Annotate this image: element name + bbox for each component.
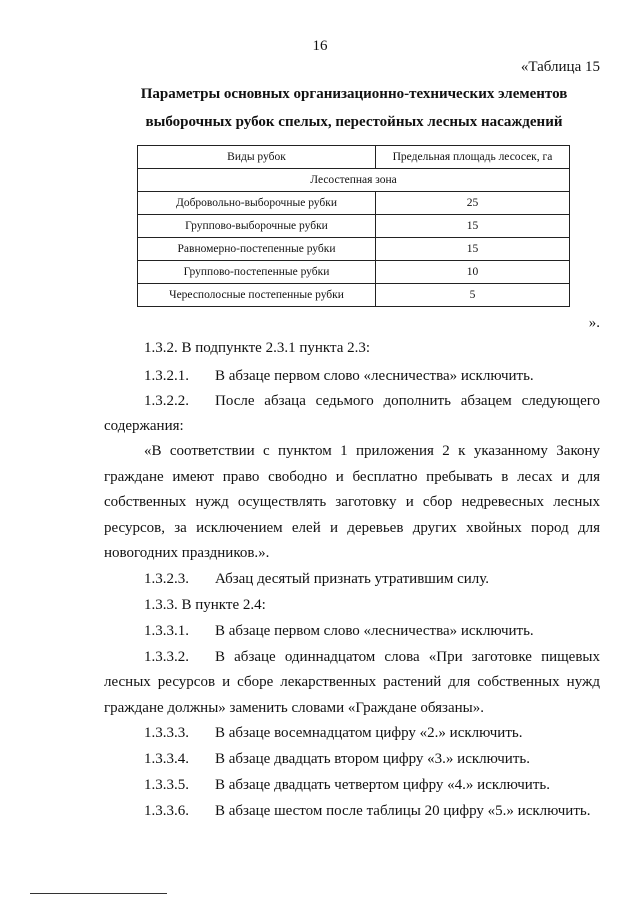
table-caption: «Таблица 15 bbox=[520, 59, 600, 75]
footnote-separator bbox=[30, 893, 167, 894]
page-number: 16 bbox=[312, 38, 328, 54]
item-text-1-3-3-2-cont-2: граждане должны» заменить словами «Граждане обязаны». bbox=[104, 700, 484, 716]
table-row bbox=[138, 238, 570, 261]
table-title-line-1: Параметры основных организационно-технических элементов bbox=[140, 86, 568, 102]
item-number-1-3-3-4: 1.3.3.4. bbox=[144, 751, 189, 767]
item-number-1-3-3-2: 1.3.3.2. bbox=[144, 649, 189, 665]
area-cell: 15 bbox=[376, 215, 570, 238]
item-text-1-3-3-6: В абзаце шестом после таблицы 20 цифру «5.» исключить. bbox=[215, 803, 591, 819]
item-number-1-3-3-6: 1.3.3.6. bbox=[144, 803, 189, 819]
item-number-1-3-2-1: 1.3.2.1. bbox=[144, 368, 189, 384]
item-text-1-3-3-2: В абзаце одиннадцатом слова «При заготовке пищевых bbox=[215, 649, 600, 665]
table-row bbox=[138, 284, 570, 307]
item-1-3-3: 1.3.3. В пункте 2.4: bbox=[144, 597, 266, 613]
table-row bbox=[138, 261, 570, 284]
item-text-1-3-3-2-cont-1: лесных ресурсов и сборе лекарственных растений для собственных нужд bbox=[104, 674, 600, 690]
item-number-1-3-3-3: 1.3.3.3. bbox=[144, 725, 189, 741]
item-text-1-3-2-2: После абзаца седьмого дополнить абзацем следующего bbox=[215, 393, 600, 409]
parameters-table bbox=[137, 145, 570, 307]
cutting-type-cell: Группово-выборочные рубки bbox=[138, 215, 376, 238]
area-cell: 5 bbox=[376, 284, 570, 307]
quote-line-5: новогодних праздников.». bbox=[104, 545, 270, 561]
header-cell-max-area: Предельная площадь лесосек, га bbox=[376, 146, 570, 169]
zone-cell: Лесостепная зона bbox=[138, 169, 570, 192]
quote-line-4: ресурсов, за исключением елей и деревьев других хвойных пород для bbox=[104, 520, 600, 536]
table-zone-row bbox=[138, 169, 570, 192]
cutting-type-cell: Группово-постепенные рубки bbox=[138, 261, 376, 284]
header-cell-cutting-type: Виды рубок bbox=[138, 146, 376, 169]
area-cell: 15 bbox=[376, 238, 570, 261]
closing-quote: ». bbox=[588, 315, 600, 331]
item-number-1-3-2-3: 1.3.2.3. bbox=[144, 571, 189, 587]
cutting-type-cell: Чересполосные постепенные рубки bbox=[138, 284, 376, 307]
area-cell: 25 bbox=[376, 192, 570, 215]
item-text-1-3-2-3: Абзац десятый признать утратившим силу. bbox=[215, 571, 490, 587]
item-text-1-3-3-4: В абзаце двадцать втором цифру «3.» исключить. bbox=[215, 751, 530, 767]
item-number-1-3-3-5: 1.3.3.5. bbox=[144, 777, 189, 793]
table-row bbox=[138, 192, 570, 215]
table-title-line-2: выборочных рубок спелых, перестойных лесных насаждений bbox=[145, 114, 563, 130]
item-text-1-3-2-2-cont: содержания: bbox=[104, 418, 184, 434]
quote-line-1: «В соответствии с пунктом 1 приложения 2 к указанному Закону bbox=[144, 443, 600, 459]
item-text-1-3-3-1: В абзаце первом слово «лесничества» исключить. bbox=[215, 623, 534, 639]
item-1-3-2: 1.3.2. В подпункте 2.3.1 пункта 2.3: bbox=[144, 340, 371, 356]
cutting-type-cell: Равномерно-постепенные рубки bbox=[138, 238, 376, 261]
area-cell: 10 bbox=[376, 261, 570, 284]
item-text-1-3-3-5: В абзаце двадцать четвертом цифру «4.» исключить. bbox=[215, 777, 550, 793]
cutting-type-cell: Добровольно-выборочные рубки bbox=[138, 192, 376, 215]
quote-line-2: граждане имеют право свободно и бесплатно пребывать в лесах и для bbox=[104, 469, 600, 485]
quote-line-3: собственных нужд осуществлять заготовку и сбор недревесных лесных bbox=[104, 494, 600, 510]
table-row bbox=[138, 215, 570, 238]
table-header-row bbox=[138, 146, 570, 169]
item-number-1-3-2-2: 1.3.2.2. bbox=[144, 393, 189, 409]
item-number-1-3-3-1: 1.3.3.1. bbox=[144, 623, 189, 639]
item-text-1-3-3-3: В абзаце восемнадцатом цифру «2.» исключить. bbox=[215, 725, 523, 741]
item-text-1-3-2-1: В абзаце первом слово «лесничества» исключить. bbox=[215, 368, 534, 384]
